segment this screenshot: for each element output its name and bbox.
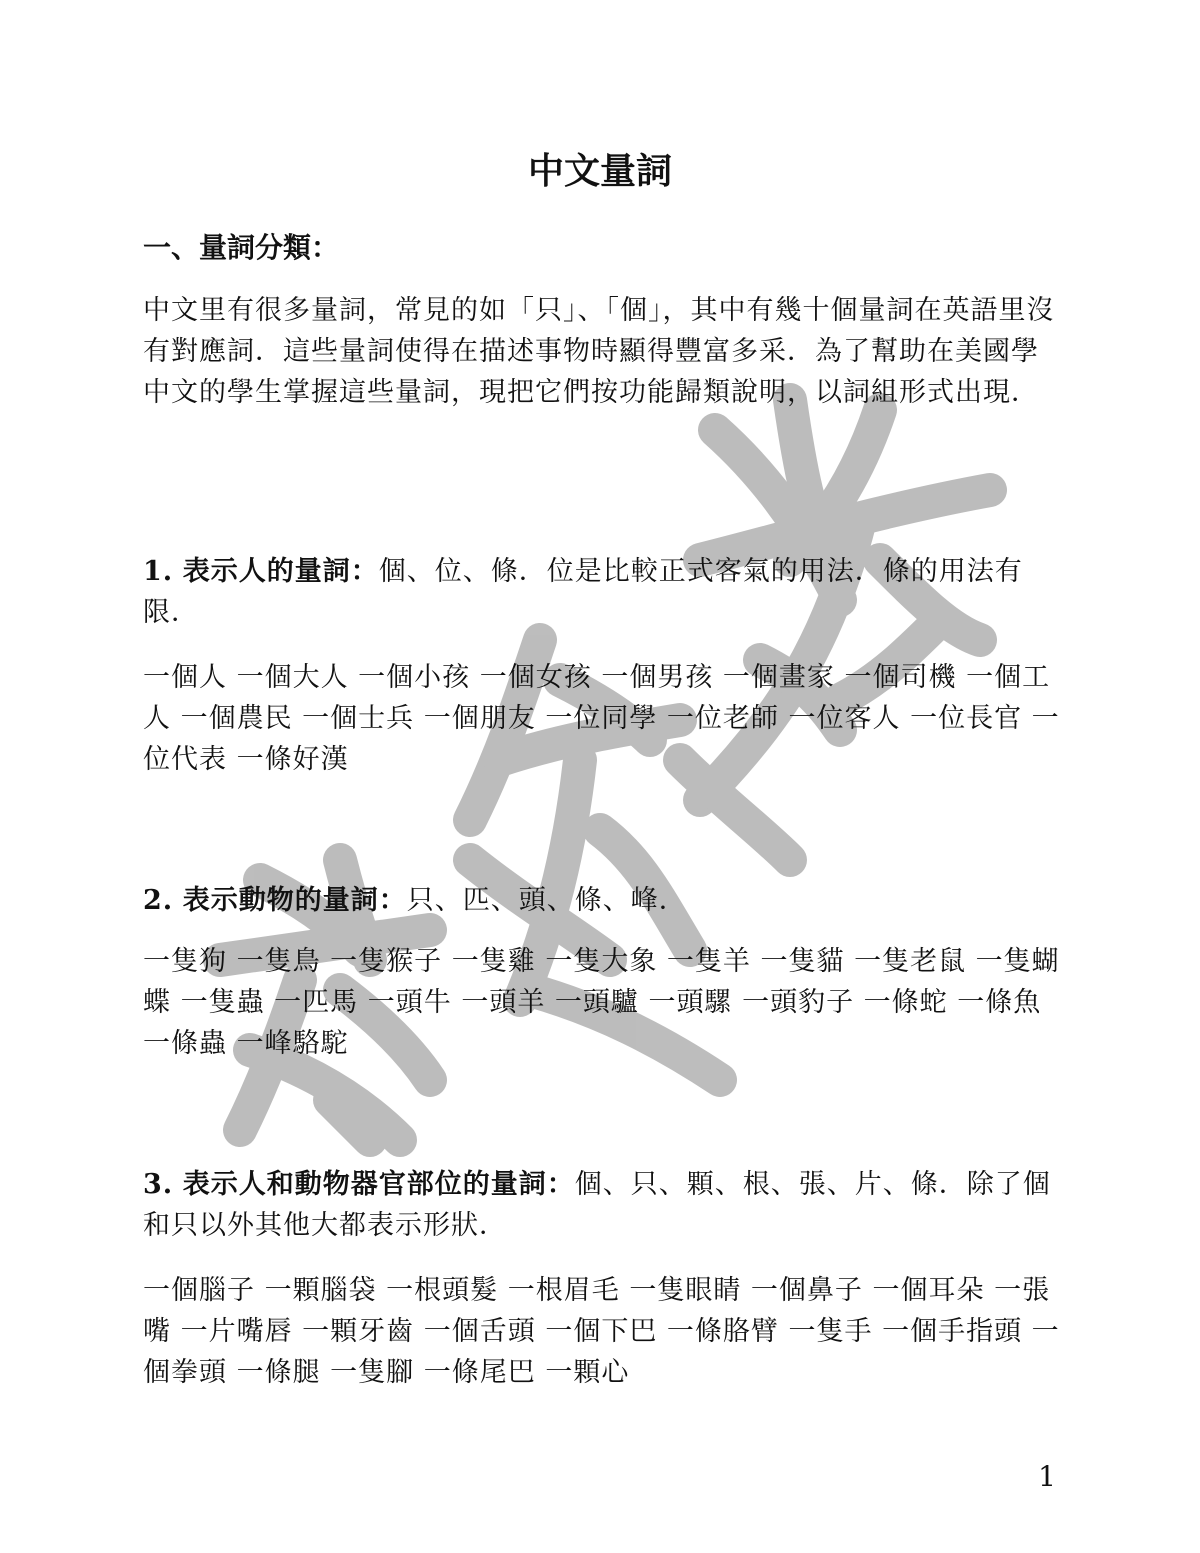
page-number: 1: [1038, 1460, 1056, 1493]
section-2-title: [143, 880, 1063, 921]
section-3-description: 個、只、顆、根、張、片、條．除了個和只以外其他大都表示形狀．: [143, 1169, 1051, 1241]
section-3-examples: 一個腦子 一顆腦袋 一根頭髮 一根眉毛 一隻眼睛 一個鼻子 一個耳朵 一張嘴 一片嘴唇 一顆牙齒 一個舌頭 一個下巴 一條胳臂 一隻手 一個手指頭 一個拳頭 一條腿 一隻腳 一條尾巴 一顆心: [143, 1275, 1060, 1388]
section-heading: 一、量詞分類：: [143, 231, 340, 264]
intro-paragraph: 中文里有很多量詞，常見的如「只」、「個」，其中有幾十個量詞在英語里沒有對應詞．這些量詞使得在描述事物時顯得豐富多采．為了幫助在美國學中文的學生掌握這些量詞，現把它們按功能歸類說明，以詞組形式出現．: [143, 295, 1055, 408]
section-2-number: 2.: [143, 885, 174, 916]
section-1-heading: 表示人的量詞：: [182, 556, 379, 587]
section-1-examples: 一個人 一個大人 一個小孩 一個女孩 一個男孩 一個畫家 一個司機 一個工人 一個農民 一個士兵 一個朋友 一位同學 一位老師 一位客人 一位長官 一位代表 一條好漢: [143, 662, 1060, 775]
section-1-title: [143, 551, 1063, 633]
section-1-number: 1.: [143, 556, 174, 587]
section-2-description: 只、匹、頭、條、峰．: [406, 885, 687, 916]
section-3-title: [143, 1164, 1063, 1246]
document-title: 中文量詞: [527, 151, 672, 192]
section-2-examples: 一隻狗 一隻鳥 一隻猴子 一隻雞 一隻大象 一隻羊 一隻貓 一隻老鼠 一隻蝴蝶 一隻蟲 一匹馬 一頭牛 一頭羊 一頭驢 一頭騾 一頭豹子 一條蛇 一條魚 一條蟲 一峰駱駝: [143, 946, 1060, 1059]
section-3-number: 3.: [143, 1169, 174, 1200]
section-3-heading: 表示人和動物器官部位的量詞：: [182, 1169, 575, 1200]
section-1-description: 個、位、條．位是比較正式客氣的用法．條的用法有限．: [143, 556, 1023, 628]
section-2-heading: 表示動物的量詞：: [182, 885, 407, 916]
